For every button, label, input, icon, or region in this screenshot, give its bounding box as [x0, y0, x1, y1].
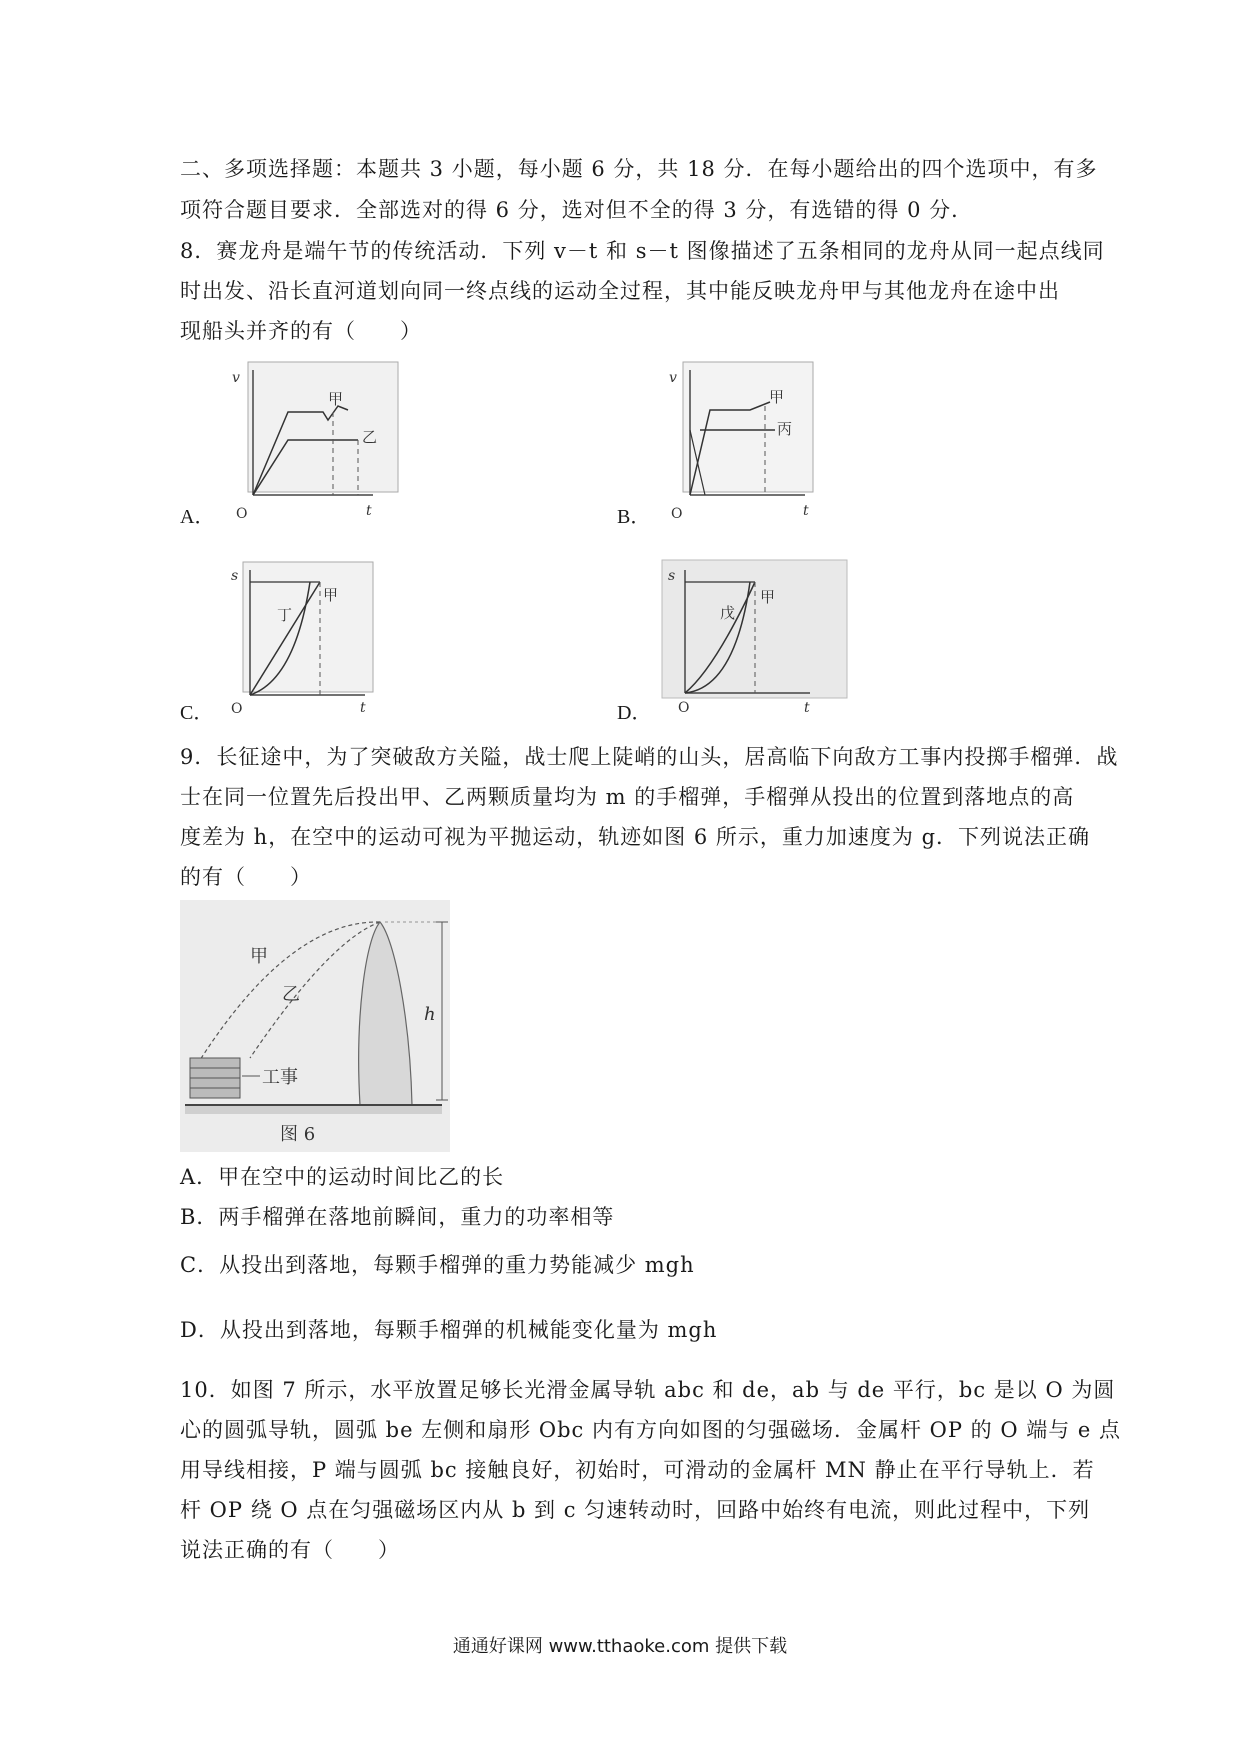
graph-a-origin-label: O: [236, 506, 248, 520]
q9-option-b: B．两手榴弹在落地前瞬间，重力的功率相等: [180, 1205, 615, 1229]
q10-line4: 杆 OP 绕 O 点在匀强磁场区内从 b 到 c 匀速转动时，回路中始终有电流，则此过程中，下列: [180, 1498, 1091, 1522]
q8-line1: 8．赛龙舟是端午节的传统活动．下列 v－t 和 s－t 图像描述了五条相同的龙舟从同一起点线同: [180, 239, 1105, 263]
graph-d-y-axis-label: s: [668, 568, 676, 584]
graph-c-x-axis-label: t: [360, 700, 366, 715]
fig6-caption: 图 6: [280, 1124, 316, 1145]
q10-line3: 用导线相接，P 端与圆弧 bc 接触良好，初始时，可滑动的金属杆 MN 静止在平行导轨上．若: [180, 1458, 1095, 1482]
graph-d-x-axis-label: t: [804, 700, 810, 716]
q10-line1: 10．如图 7 所示，水平放置足够长光滑金属导轨 abc 和 de，ab 与 de 平行，bc 是以 O 为圆: [180, 1378, 1116, 1402]
section-header-line2: 项符合题目要求．全部选对的得 6 分，选对但不全的得 3 分，有选错的得 0 分．: [180, 198, 974, 222]
q8-option-c-label: C．: [180, 702, 214, 724]
q9-option-a: A．甲在空中的运动时间比乙的长: [180, 1165, 505, 1189]
q10-line2: 心的圆弧导轨，圆弧 be 左侧和扇形 Obc 内有方向如图的匀强磁场．金属杆 OP 的 O 端与 e 点: [180, 1418, 1122, 1442]
graph-d-curve-wu: 戊: [720, 604, 736, 622]
q8-graph-d: [660, 558, 850, 716]
footer-source: 通通好课网 www.tthaoke.com 提供下载: [452, 1636, 788, 1657]
fig6-label-gongshi: 工事: [262, 1067, 298, 1088]
q9-line4: 的有（ ）: [180, 865, 312, 889]
graph-b-y-axis-label: v: [669, 370, 677, 386]
q8-option-d-label: D．: [617, 702, 652, 724]
graph-b-origin-label: O: [671, 506, 683, 520]
graph-a-x-axis-label: t: [366, 503, 372, 519]
q8-line2: 时出发、沿长直河道划向同一终点线的运动全过程，其中能反映龙舟甲与其他龙舟在途中出: [180, 279, 1060, 303]
q9-option-d: D．从投出到落地，每颗手榴弹的机械能变化量为 mgh: [180, 1318, 718, 1342]
graph-b-x-axis-label: t: [803, 503, 809, 519]
graph-d-curve-jia: 甲: [760, 588, 776, 606]
graph-b-curve-bing: 丙: [777, 420, 793, 438]
q8-option-a-label: A．: [180, 506, 215, 528]
fig6-label-jia: 甲: [250, 946, 268, 967]
graph-b-curve-jia: 甲: [769, 388, 785, 406]
q9-line2: 士在同一位置先后投出甲、乙两颗质量均为 m 的手榴弹，手榴弹从投出的位置到落地点的高: [180, 785, 1075, 809]
graph-c-curve-jia: 甲: [323, 586, 339, 604]
q8-option-b-label: B．: [617, 506, 651, 528]
q8-line3: 现船头并齐的有（ ）: [180, 319, 422, 343]
q8-graph-a: [228, 360, 418, 520]
graph-a-y-axis-label: v: [232, 370, 240, 386]
q9-line1: 9．长征途中，为了突破敌方关隘，战士爬上陡峭的山头，居高临下向敌方工事内投掷手榴弹．战: [180, 745, 1119, 769]
graph-c-curve-ding: 丁: [277, 606, 293, 624]
q9-option-c: C．从投出到落地，每颗手榴弹的重力势能减少 mgh: [180, 1253, 695, 1277]
fig6-label-yi: 乙: [282, 984, 300, 1005]
q10-line5: 说法正确的有（ ）: [180, 1538, 400, 1562]
q9-figure-6: [180, 900, 450, 1152]
graph-c-y-axis-label: s: [231, 568, 239, 584]
graph-c-origin-label: O: [231, 701, 243, 715]
q8-graph-c: [225, 560, 405, 715]
graph-a-curve-yi: 乙: [362, 428, 378, 446]
fig6-label-h: h: [424, 1004, 436, 1025]
q8-graph-b: [665, 360, 845, 520]
q9-line3: 度差为 h，在空中的运动可视为平抛运动，轨迹如图 6 所示，重力加速度为 g．下列说法正确: [180, 825, 1091, 849]
graph-d-origin-label: O: [678, 700, 690, 716]
graph-a-curve-jia: 甲: [328, 390, 344, 408]
section-header-line1: 二、多项选择题：本题共 3 小题，每小题 6 分，共 18 分．在每小题给出的四个选项中，有多: [180, 157, 1098, 181]
